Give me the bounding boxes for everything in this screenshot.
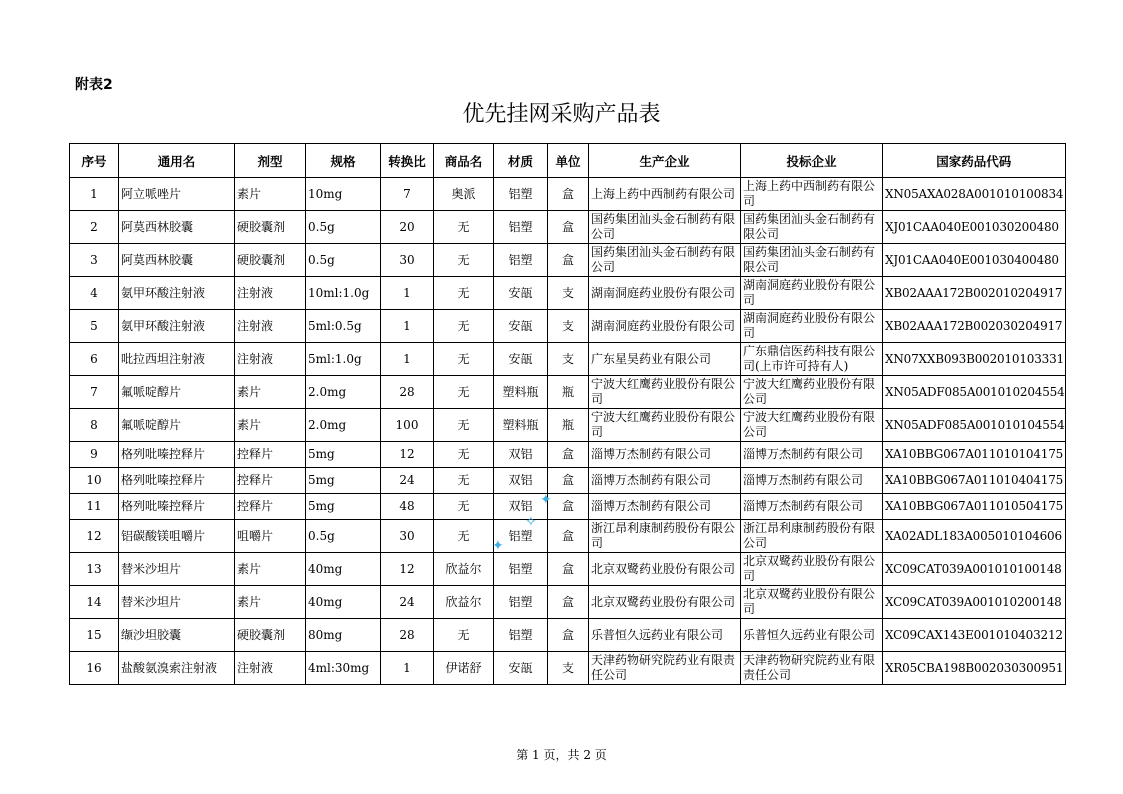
cell-form: 注射液: [235, 652, 306, 685]
cell-unit: 盒: [548, 211, 589, 244]
cell-brand: 无: [434, 409, 494, 442]
cell-ratio: 24: [381, 468, 434, 494]
cell-name: 阿莫西林胶囊: [119, 211, 235, 244]
cell-name: 格列吡嗪控释片: [119, 442, 235, 468]
cell-spec: 2.0mg: [306, 376, 381, 409]
cell-bidder: 浙江昂利康制药股份有限公司: [741, 520, 883, 553]
cell-no: 4: [70, 277, 119, 310]
cell-code: XR05CBA198B002030300951: [883, 652, 1066, 685]
cell-spec: 5ml:1.0g: [306, 343, 381, 376]
cell-unit: 盒: [548, 520, 589, 553]
cell-brand: 无: [434, 211, 494, 244]
cell-name: 缬沙坦胶囊: [119, 619, 235, 652]
cell-bidder: 湖南洞庭药业股份有限公司: [741, 310, 883, 343]
table-row: [70, 553, 1066, 586]
cell-maker: 乐普恒久远药业有限公司: [589, 619, 741, 652]
cell-name: 铝碳酸镁咀嚼片: [119, 520, 235, 553]
cell-material: 双铝: [494, 442, 548, 468]
cell-ratio: 12: [381, 442, 434, 468]
cell-ratio: 20: [381, 211, 434, 244]
cell-bidder: 淄博万杰制药有限公司: [741, 494, 883, 520]
cell-code: XJ01CAA040E001030400480: [883, 244, 1066, 277]
cell-form: 控释片: [235, 494, 306, 520]
cell-unit: 支: [548, 310, 589, 343]
table-row: [70, 520, 1066, 553]
cell-spec: 5mg: [306, 442, 381, 468]
cell-ratio: 48: [381, 494, 434, 520]
column-header: 投标企业: [741, 144, 883, 178]
cell-spec: 0.5g: [306, 211, 381, 244]
cell-ratio: 30: [381, 520, 434, 553]
cell-material: 铝塑: [494, 520, 548, 553]
cell-name: 氟哌啶醇片: [119, 376, 235, 409]
cell-form: 素片: [235, 178, 306, 211]
cell-spec: 4ml:30mg: [306, 652, 381, 685]
cell-maker: 淄博万杰制药有限公司: [589, 442, 741, 468]
cell-no: 7: [70, 376, 119, 409]
cell-material: 安瓿: [494, 310, 548, 343]
cell-unit: 支: [548, 652, 589, 685]
cell-no: 5: [70, 310, 119, 343]
cell-spec: 5ml:0.5g: [306, 310, 381, 343]
cell-form: 控释片: [235, 442, 306, 468]
cell-unit: 瓶: [548, 409, 589, 442]
cell-code: XN05ADF085A001010204554: [883, 376, 1066, 409]
cell-form: 硬胶囊剂: [235, 244, 306, 277]
column-header: 单位: [548, 144, 589, 178]
cell-no: 13: [70, 553, 119, 586]
cell-no: 3: [70, 244, 119, 277]
column-header: 生产企业: [589, 144, 741, 178]
column-header: 剂型: [235, 144, 306, 178]
cell-spec: 2.0mg: [306, 409, 381, 442]
table-row: [70, 310, 1066, 343]
table-row: [70, 619, 1066, 652]
cell-form: 注射液: [235, 277, 306, 310]
cell-code: XC09CAX143E001010403212: [883, 619, 1066, 652]
cell-maker: 湖南洞庭药业股份有限公司: [589, 310, 741, 343]
cell-name: 格列吡嗪控释片: [119, 494, 235, 520]
cell-no: 10: [70, 468, 119, 494]
table-row: [70, 586, 1066, 619]
cell-ratio: 1: [381, 343, 434, 376]
cell-name: 替米沙坦片: [119, 553, 235, 586]
cell-code: XA10BBG067A011010104175: [883, 442, 1066, 468]
cell-maker: 宁波大红鹰药业股份有限公司: [589, 409, 741, 442]
cell-brand: 无: [434, 244, 494, 277]
cell-material: 塑料瓶: [494, 376, 548, 409]
cell-code: XC09CAT039A001010100148: [883, 553, 1066, 586]
cell-name: 吡拉西坦注射液: [119, 343, 235, 376]
cell-spec: 10ml:1.0g: [306, 277, 381, 310]
cell-brand: 无: [434, 468, 494, 494]
cell-name: 氟哌啶醇片: [119, 409, 235, 442]
column-header: 通用名: [119, 144, 235, 178]
cell-no: 14: [70, 586, 119, 619]
cell-ratio: 28: [381, 376, 434, 409]
cell-ratio: 1: [381, 310, 434, 343]
cell-bidder: 淄博万杰制药有限公司: [741, 468, 883, 494]
cell-material: 铝塑: [494, 553, 548, 586]
cell-code: XN05AXA028A001010100834: [883, 178, 1066, 211]
cell-bidder: 北京双鹭药业股份有限公司: [741, 553, 883, 586]
cell-form: 素片: [235, 553, 306, 586]
table-row: [70, 244, 1066, 277]
cell-ratio: 30: [381, 244, 434, 277]
cell-no: 16: [70, 652, 119, 685]
table-header-row: [70, 144, 1066, 178]
table-row: [70, 468, 1066, 494]
cell-maker: 天津药物研究院药业有限责任公司: [589, 652, 741, 685]
table-row: [70, 442, 1066, 468]
cell-code: XN05ADF085A001010104554: [883, 409, 1066, 442]
column-header: 材质: [494, 144, 548, 178]
cell-brand: 无: [434, 442, 494, 468]
cell-unit: 盒: [548, 178, 589, 211]
column-header: 转换比: [381, 144, 434, 178]
cell-name: 阿莫西林胶囊: [119, 244, 235, 277]
cell-bidder: 天津药物研究院药业有限责任公司: [741, 652, 883, 685]
cell-material: 铝塑: [494, 211, 548, 244]
table-row: [70, 376, 1066, 409]
cell-bidder: 宁波大红鹰药业股份有限公司: [741, 376, 883, 409]
cell-bidder: 广东鼎信医药科技有限公司(上市许可持有人): [741, 343, 883, 376]
cell-ratio: 12: [381, 553, 434, 586]
cell-form: 素片: [235, 376, 306, 409]
cell-material: 铝塑: [494, 619, 548, 652]
cell-bidder: 乐普恒久远药业有限公司: [741, 619, 883, 652]
cell-spec: 40mg: [306, 586, 381, 619]
column-header: 规格: [306, 144, 381, 178]
table-row: [70, 652, 1066, 685]
cell-ratio: 24: [381, 586, 434, 619]
cell-ratio: 1: [381, 277, 434, 310]
cell-form: 硬胶囊剂: [235, 619, 306, 652]
column-header: 国家药品代码: [883, 144, 1066, 178]
cell-bidder: 淄博万杰制药有限公司: [741, 442, 883, 468]
cell-form: 素片: [235, 586, 306, 619]
table-row: [70, 494, 1066, 520]
cell-maker: 浙江昂利康制药股份有限公司: [589, 520, 741, 553]
cell-spec: 10mg: [306, 178, 381, 211]
table-row: [70, 277, 1066, 310]
cell-bidder: 上海上药中西制药有限公司: [741, 178, 883, 211]
cell-bidder: 北京双鹭药业股份有限公司: [741, 586, 883, 619]
cell-name: 格列吡嗪控释片: [119, 468, 235, 494]
cell-brand: 无: [434, 520, 494, 553]
cell-unit: 盒: [548, 619, 589, 652]
cell-brand: 无: [434, 494, 494, 520]
cell-material: 双铝: [494, 494, 548, 520]
cell-form: 素片: [235, 409, 306, 442]
cell-form: 注射液: [235, 343, 306, 376]
cell-maker: 国药集团汕头金石制药有限公司: [589, 211, 741, 244]
cell-bidder: 国药集团汕头金石制药有限公司: [741, 244, 883, 277]
cell-no: 15: [70, 619, 119, 652]
cell-brand: 无: [434, 343, 494, 376]
cell-no: 6: [70, 343, 119, 376]
cell-material: 塑料瓶: [494, 409, 548, 442]
cell-name: 氨甲环酸注射液: [119, 277, 235, 310]
cell-brand: 欣益尔: [434, 553, 494, 586]
cell-unit: 支: [548, 343, 589, 376]
cell-brand: 无: [434, 277, 494, 310]
cell-unit: 盒: [548, 553, 589, 586]
cell-no: 8: [70, 409, 119, 442]
cell-brand: 无: [434, 619, 494, 652]
cell-form: 硬胶囊剂: [235, 211, 306, 244]
cell-no: 11: [70, 494, 119, 520]
cell-name: 盐酸氨溴索注射液: [119, 652, 235, 685]
cell-maker: 广东星昊药业有限公司: [589, 343, 741, 376]
cell-code: XB02AAA172B002010204917: [883, 277, 1066, 310]
sparkle-icon: ✧: [525, 514, 537, 530]
cell-maker: 北京双鹭药业股份有限公司: [589, 553, 741, 586]
cell-code: XA10BBG067A011010404175: [883, 468, 1066, 494]
cell-ratio: 1: [381, 652, 434, 685]
cell-material: 安瓿: [494, 343, 548, 376]
cell-name: 阿立哌唑片: [119, 178, 235, 211]
cell-maker: 上海上药中西制药有限公司: [589, 178, 741, 211]
cell-brand: 欣益尔: [434, 586, 494, 619]
cell-form: 注射液: [235, 310, 306, 343]
cell-spec: 5mg: [306, 494, 381, 520]
cell-spec: 40mg: [306, 553, 381, 586]
page-title: 优先挂网采购产品表: [462, 102, 661, 127]
column-header: 序号: [70, 144, 119, 178]
cell-ratio: 100: [381, 409, 434, 442]
cell-no: 9: [70, 442, 119, 468]
cell-brand: 伊诺舒: [434, 652, 494, 685]
cell-code: XA02ADL183A005010104606: [883, 520, 1066, 553]
cell-no: 12: [70, 520, 119, 553]
cell-maker: 湖南洞庭药业股份有限公司: [589, 277, 741, 310]
cell-code: XC09CAT039A001010200148: [883, 586, 1066, 619]
cell-bidder: 湖南洞庭药业股份有限公司: [741, 277, 883, 310]
cell-code: XB02AAA172B002030204917: [883, 310, 1066, 343]
cell-spec: 80mg: [306, 619, 381, 652]
cell-brand: 无: [434, 310, 494, 343]
column-header: 商品名: [434, 144, 494, 178]
cell-code: XJ01CAA040E001030200480: [883, 211, 1066, 244]
cell-unit: 盒: [548, 468, 589, 494]
sparkle-icon: ✦: [540, 492, 552, 508]
cell-material: 铝塑: [494, 586, 548, 619]
sparkle-icon: ✦: [492, 538, 504, 554]
cell-unit: 盒: [548, 586, 589, 619]
cell-maker: 淄博万杰制药有限公司: [589, 494, 741, 520]
cell-ratio: 7: [381, 178, 434, 211]
annex-label: 附表2: [75, 77, 113, 93]
cell-material: 安瓿: [494, 652, 548, 685]
cell-name: 替米沙坦片: [119, 586, 235, 619]
cell-bidder: 国药集团汕头金石制药有限公司: [741, 211, 883, 244]
cell-unit: 盒: [548, 244, 589, 277]
cell-material: 安瓿: [494, 277, 548, 310]
table-row: [70, 343, 1066, 376]
cell-spec: 0.5g: [306, 244, 381, 277]
cell-no: 2: [70, 211, 119, 244]
cell-ratio: 28: [381, 619, 434, 652]
cell-maker: 北京双鹭药业股份有限公司: [589, 586, 741, 619]
cell-material: 铝塑: [494, 244, 548, 277]
cell-form: 咀嚼片: [235, 520, 306, 553]
page-footer: 第 1 页，共 2 页: [516, 748, 607, 762]
cell-unit: 瓶: [548, 376, 589, 409]
cell-code: XA10BBG067A011010504175: [883, 494, 1066, 520]
cell-material: 铝塑: [494, 178, 548, 211]
cell-unit: 盒: [548, 494, 589, 520]
cell-code: XN07XXB093B002010103331: [883, 343, 1066, 376]
table-row: [70, 178, 1066, 211]
cell-spec: 5mg: [306, 468, 381, 494]
table-row: [70, 409, 1066, 442]
cell-maker: 宁波大红鹰药业股份有限公司: [589, 376, 741, 409]
cell-name: 氨甲环酸注射液: [119, 310, 235, 343]
cell-maker: 国药集团汕头金石制药有限公司: [589, 244, 741, 277]
cell-spec: 0.5g: [306, 520, 381, 553]
cell-no: 1: [70, 178, 119, 211]
cell-form: 控释片: [235, 468, 306, 494]
cell-bidder: 宁波大红鹰药业股份有限公司: [741, 409, 883, 442]
cell-maker: 淄博万杰制药有限公司: [589, 468, 741, 494]
cell-material: 双铝: [494, 468, 548, 494]
cell-unit: 支: [548, 277, 589, 310]
cell-brand: 无: [434, 376, 494, 409]
table-row: [70, 211, 1066, 244]
cell-unit: 盒: [548, 442, 589, 468]
product-table: [69, 143, 1066, 685]
cell-brand: 奥派: [434, 178, 494, 211]
